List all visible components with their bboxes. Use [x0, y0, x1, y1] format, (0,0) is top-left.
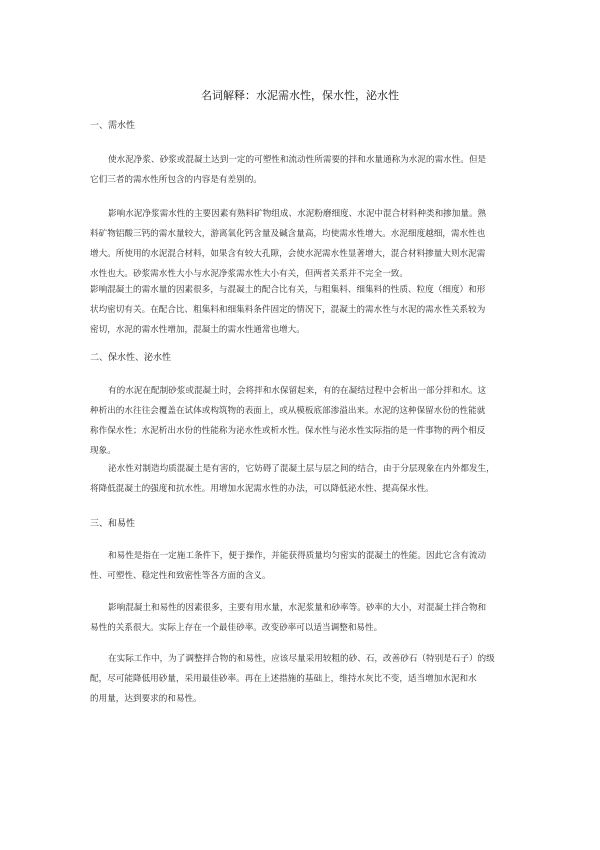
paragraph-line: 和易性是指在一定施工条件下，便于操作，并能获得质量均匀密实的混凝土的性能。因此它含有流动 — [108, 551, 487, 561]
paragraph-line: 料矿物铝酸三钙的需水量较大，游离氧化钙含量及碱含量高，均使需水性增大。水泥细度越细，需水性也 — [90, 229, 486, 239]
paragraph-line: 影响水泥净浆需水性的主要因素有熟料矿物组成、水泥粉磨细度、水泥中混合材料种类和掺加量。熟 — [108, 209, 487, 219]
paragraph — [90, 150, 512, 190]
paragraph-line: 种析出的水往往会覆盖在试体或构筑物的表面上，或从模板底部渗溢出来。水泥的这种保留水份的性能就 — [90, 406, 486, 416]
paragraph-line: 增大。所使用的水泥混合材料，如果含有较大孔隙，会使水泥需水性显著增大，混合材料掺量大则水泥需 — [90, 249, 486, 259]
paragraph-line: 易性的关系很大。实际上存在一个最佳砂率。改变砂率可以适当调整和易性。 — [90, 623, 383, 633]
section-heading-workability: 三、和易性 — [90, 519, 136, 529]
paragraph-line: 性、可塑性、稳定性和致密性等各方面的含义。 — [90, 571, 271, 581]
paragraph-line: 水性也大。砂浆需水性大小与水泥净浆需水性大小有关，但两者关系并不完全一致。 — [90, 269, 408, 279]
paragraph — [90, 381, 512, 461]
paragraph — [90, 546, 512, 586]
paragraph-line: 泌水性对制造均质混凝土是有害的，它妨碍了混凝土层与层之间的结合，由于分层现象在内外都发生， — [108, 464, 495, 474]
paragraph — [90, 459, 512, 499]
section-heading-water-retention: 二、保水性、泌水性 — [90, 353, 172, 363]
paragraph-line: 现象。 — [90, 446, 116, 456]
paragraph-line: 配，尽可能降低用砂量，采用最佳砂率。再在上述措施的基础上，维持水灰比不变，适当增加水泥和水 — [90, 674, 477, 684]
section-heading-water-demand: 一、需水性 — [90, 121, 136, 131]
paragraph-line: 在实际工作中，为了调整拌合物的和易性，应该尽量采用较粗的砂、石，改善砂石（特别是石子）的级 — [108, 654, 495, 664]
paragraph-line: 影响混凝土的需水量的因素很多，与混凝土的配合比有关，与粗集料、细集料的性质、粒度（细度）和形 — [90, 285, 486, 295]
paragraph-line: 称作保水性；水泥析出水份的性能称为泌水性或析水性。保水性与泌水性实际指的是一件事物的两个相反 — [90, 426, 486, 436]
paragraph — [90, 649, 512, 709]
paragraph-line: 影响混凝土和易性的因素很多，主要有用水量，水泥浆量和砂率等。砂率的大小，对混凝土拌合物和 — [108, 603, 487, 613]
paragraph-line: 它们三者的需水性所包含的内容是有差别的。 — [90, 175, 262, 185]
paragraph-line: 使水泥净浆、砂浆或混凝土达到一定的可塑性和流动性所需要的拌和水量通称为水泥的需水性。但是 — [108, 155, 487, 165]
paragraph-line: 有的水泥在配制砂浆或混凝土时，会将拌和水保留起来，有的在凝结过程中会析出一部分拌和水。这 — [108, 386, 487, 396]
paragraph-line: 密切，水泥的需水性增加，混凝土的需水性通常也增大。 — [90, 325, 305, 335]
paragraph-line: 状均密切有关。在配合比、粗集料和细集料条件固定的情况下，混凝土的需水性与水泥的需水性关系较为 — [90, 305, 486, 315]
paragraph-line: 的用量，达到要求的和易性。 — [90, 694, 202, 704]
paragraph — [90, 280, 512, 340]
paragraph — [90, 598, 512, 638]
paragraph-line: 将降低混凝土的强度和抗水性。用增加水泥需水性的办法，可以降低泌水性、提高保水性。 — [90, 484, 434, 494]
paragraph — [90, 204, 512, 284]
page-title: 名词解释：水泥需水性，保水性，泌水性 — [201, 89, 399, 102]
